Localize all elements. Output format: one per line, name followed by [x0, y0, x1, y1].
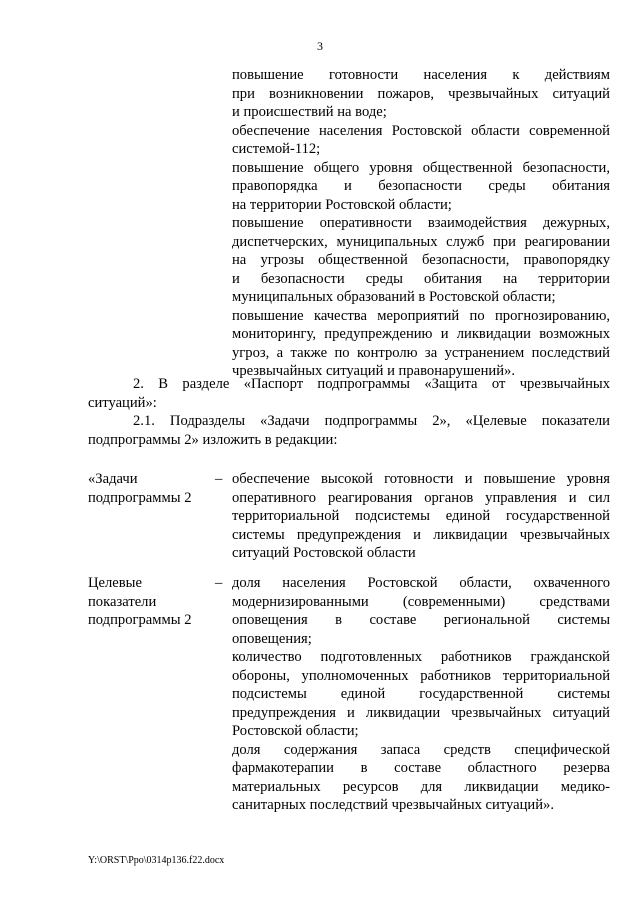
text-line: доля содержания запаса средств специфической: [232, 741, 610, 758]
text-line: правопорядка и безопасности среды обитания: [232, 178, 610, 194]
text-line: на угрозы общественной безопасности, правопорядку: [232, 252, 610, 268]
text-line: и безопасности среды обитания на территории: [232, 270, 610, 287]
intro-bullets: [232, 66, 610, 381]
text-line: системой-112;: [232, 141, 321, 157]
row-body-indicators: [232, 574, 610, 815]
text-line: угроз, а также по контролю за устранением последствий: [232, 344, 610, 361]
text-line: мониторингу, предупреждению и ликвидации возможных: [232, 326, 610, 342]
text-line: подпрограммы 2: [88, 612, 192, 628]
text-line: материальных ресурсов для ликвидации медико-: [232, 778, 610, 795]
text-line: предупреждения и ликвидации чрезвычайных ситуаций: [232, 704, 610, 721]
text-line: доля населения Ростовской области, охваченного: [232, 575, 610, 591]
text-line: модернизированными (современными) средствами: [232, 593, 610, 610]
row-label-indicators: [88, 574, 192, 630]
text-line: санитарных последствий чрезвычайных ситуаций».: [232, 797, 554, 813]
text-line: и происшествий на воде;: [232, 104, 387, 120]
row-label-tasks: [88, 470, 192, 507]
text-line: подсистемы единой государственной системы: [232, 686, 610, 702]
text-line: 2.1. Подразделы «Задачи подпрограммы 2», «Целевые показатели: [133, 413, 610, 429]
row-dash: –: [215, 471, 223, 487]
text-line: подпрограммы 2» изложить в редакции:: [88, 431, 338, 448]
text-line: ситуаций»:: [88, 394, 157, 411]
text-line: системы предупреждения и ликвидации чрезвычайных: [232, 526, 610, 543]
text-line: чрезвычайных ситуаций и правонарушений».: [232, 363, 515, 379]
text-line: оперативного реагирования органов управления и сил: [232, 489, 610, 506]
text-line: фармакотерапии в составе областного резерва: [232, 760, 610, 776]
text-line: повышение общего уровня общественной безопасности,: [232, 159, 610, 176]
text-line: количество подготовленных работников гражданской: [232, 649, 610, 665]
text-line: диспетчерских, муниципальных служб при реагировании: [232, 233, 610, 250]
text-line: оповещения в составе региональной системы: [232, 612, 610, 628]
footer-file-path: Y:\ORST\Ppo\0314p136.f22.docx: [88, 855, 225, 866]
text-line: оповещения;: [232, 630, 312, 647]
row-dash: –: [215, 575, 223, 591]
text-line: обороны, уполномоченных работников территориальной: [232, 667, 610, 684]
text-line: Ростовской области;: [232, 723, 359, 739]
text-line: показатели: [88, 593, 157, 610]
text-line: 2. В разделе «Паспорт подпрограммы «Защита от чрезвычайных: [133, 376, 610, 392]
row-body-tasks: [232, 470, 610, 563]
text-line: на территории Ростовской области;: [232, 196, 452, 213]
text-line: повышение готовности населения к действиям: [232, 67, 610, 83]
page-number: 3: [317, 39, 323, 53]
section-2-paragraph: [88, 375, 610, 412]
text-line: обеспечение высокой готовности и повышение уровня: [232, 471, 610, 487]
text-line: территориальной подсистемы единой государственной: [232, 508, 610, 524]
text-line: при возникновении пожаров, чрезвычайных ситуаций: [232, 85, 610, 102]
text-line: подпрограммы 2: [88, 489, 192, 506]
text-line: «Задачи: [88, 471, 138, 487]
text-line: обеспечение населения Ростовской области современной: [232, 122, 610, 139]
text-line: ситуаций Ростовской области: [232, 545, 416, 561]
text-line: муниципальных образований в Ростовской области;: [232, 289, 556, 305]
section-2-1-paragraph: [88, 412, 610, 449]
text-line: повышение оперативности взаимодействия дежурных,: [232, 215, 610, 231]
text-line: Целевые: [88, 575, 142, 591]
text-line: повышение качества мероприятий по прогнозированию,: [232, 307, 610, 324]
